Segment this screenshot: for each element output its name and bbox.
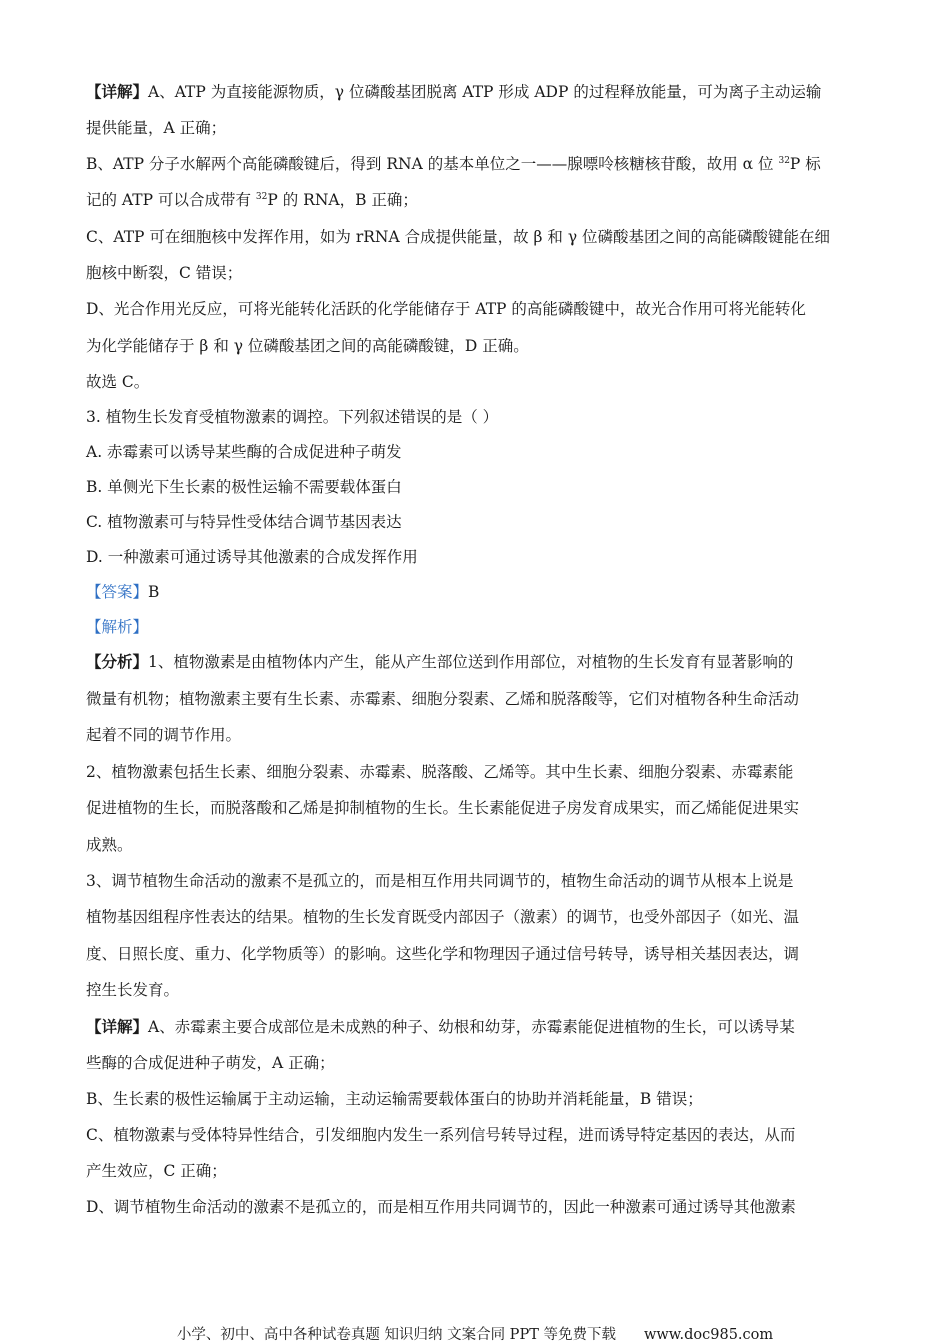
analysis-line-8: 植物基因组程序性表达的结果。植物的生长发育既受内部因子（激素）的调节，也受外部因子（如光、温 [86, 908, 800, 926]
analysis-line-6: 成熟。 [86, 836, 133, 854]
detail-line-6: D、调节植物生命活动的激素不是孤立的，而是相互作用共同调节的，因此一种激素可通过诱导其他激素 [86, 1198, 796, 1216]
footer-url[interactable]: www.doc985.com [643, 1327, 774, 1343]
analysis-line-5: 促进植物的生长，而脱落酸和乙烯是抑制植物的生长。生长素能促进子房发育成果实，而乙烯能促进果实 [86, 799, 800, 817]
answer-tag: 【答案】 [86, 583, 149, 601]
page-footer [0, 1323, 950, 1344]
q2-detail-line-4: 记的 ATP 可以合成带有 $^{32}$P 的 RNA，B 正确； [86, 191, 418, 209]
option-c: C. 植物激素可与特异性受体结合调节基因表达 [86, 513, 402, 531]
isotope-superscript: 32 [778, 155, 790, 166]
question-3-stem: 3. 植物生长发育受植物激素的调控。下列叙述错误的是（ ） [86, 408, 499, 426]
isotope-superscript: 32 [255, 191, 268, 202]
option-b: B. 单侧光下生长素的极性运输不需要载体蛋白 [86, 478, 402, 496]
analysis-line-2: 微量有机物；植物激素主要有生长素、赤霉素、细胞分裂素、乙烯和脱落酸等，它们对植物各种生命活动 [86, 690, 800, 708]
analysis-heading [86, 617, 148, 637]
detail-line-5: 产生效应，C 正确； [86, 1162, 227, 1180]
detail-tag: 【详解】 [86, 82, 149, 101]
analysis-tag: 【解析】 [86, 618, 149, 636]
q2-detail-line-1: 【详解】A、ATP 为直接能源物质，γ 位磷酸基团脱离 ATP 形成 ADP 的过程释放能量，可为离子主动运输 [86, 82, 822, 101]
analysis-sub-tag: 【分析】 [86, 652, 149, 671]
q2-detail-line-8: 为化学能储存于 β 和 γ 位磷酸基团之间的高能磷酸键，D 正确。 [86, 337, 529, 355]
answer-line [86, 582, 159, 602]
analysis-line-9: 度、日照长度、重力、化学物质等）的影响。这些化学和物理因子通过信号转导，诱导相关基因表达，调 [86, 945, 800, 963]
answer-value: B [148, 583, 160, 601]
detail-line-4: C、植物激素与受体特异性结合，引发细胞内发生一系列信号转导过程，进而诱导特定基因的表达，从而 [86, 1126, 796, 1144]
q2-detail-line-2: 提供能量，A 正确； [86, 119, 227, 137]
q2-detail-line-7: D、光合作用光反应，可将光能转化活跃的化学能储存于 ATP 的高能磷酸键中，故光合作用可将光能转化 [86, 300, 806, 318]
detail-line-1: 【详解】A、赤霉素主要合成部位是未成熟的种子、幼根和幼芽，赤霉素能促进植物的生长，可以诱导某 [86, 1017, 795, 1036]
analysis-line-1: 【分析】1、植物激素是由植物体内产生，能从产生部位送到作用部位，对植物的生长发育有显著影响的 [86, 652, 794, 671]
detail-line-3: B、生长素的极性运输属于主动运输，主动运输需要载体蛋白的协助并消耗能量，B 错误； [86, 1090, 703, 1108]
q2-detail-line-6: 胞核中断裂，C 错误； [86, 264, 243, 282]
analysis-line-4: 2、植物激素包括生长素、细胞分裂素、赤霉素、脱落酸、乙烯等。其中生长素、细胞分裂素、赤霉素能 [86, 763, 794, 781]
q2-conclusion: 故选 C。 [86, 373, 150, 391]
analysis-line-3: 起着不同的调节作用。 [86, 726, 242, 744]
detail-line-2: 些酶的合成促进种子萌发，A 正确； [86, 1054, 335, 1072]
option-d: D. 一种激素可通过诱导其他激素的合成发挥作用 [86, 548, 418, 566]
footer-text: 小学、初中、高中各种试卷真题 知识归纳 文案合同 PPT 等免费下载 [176, 1327, 616, 1343]
option-a: A. 赤霉素可以诱导某些酶的合成促进种子萌发 [86, 443, 402, 461]
q2-detail-line-3: B、ATP 分子水解两个高能磷酸键后，得到 RNA 的基本单位之一——腺嘌呤核糖核苷酸，故用 α 位 $^{32}$P 标 [86, 155, 821, 173]
analysis-line-7: 3、调节植物生命活动的激素不是孤立的，而是相互作用共同调节的，植物生命活动的调节从根本上说是 [86, 872, 794, 890]
analysis-line-10: 控生长发育。 [86, 981, 180, 999]
q2-detail-line-5: C、ATP 可在细胞核中发挥作用，如为 rRNA 合成提供能量，故 β 和 γ 位磷酸基团之间的高能磷酸键能在细 [86, 228, 831, 246]
detail-tag: 【详解】 [86, 1017, 149, 1036]
